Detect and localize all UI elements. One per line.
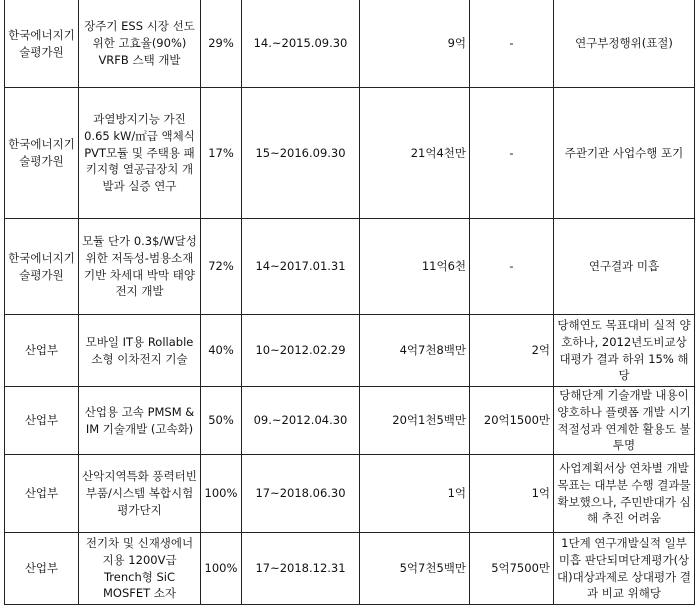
- reason-text: 당해단계 기술개발 내용이 양호하나 플랫폼 개발 시기 적절성과 연계한 활용도 불투명: [557, 388, 691, 453]
- period-text: 14~2017.01.31: [255, 259, 346, 274]
- recovery-cell: [470, 533, 554, 605]
- period-cell: [242, 533, 360, 605]
- org-text: 산업부: [24, 413, 59, 428]
- period-text: 17~2018.06.30: [255, 486, 346, 501]
- period-cell: [242, 455, 360, 533]
- recovery-text: 5억7500만: [491, 561, 550, 576]
- ratio-text: 40%: [208, 343, 234, 358]
- recovery-cell: [470, 315, 554, 387]
- recovery-cell: [470, 387, 554, 455]
- ratio-cell: [201, 219, 242, 315]
- title-text: 과열방지기능 가진 0.65 kW/㎡급 액체식 PVT모듈 및 주택용 패키지형 열공급장치 개발과 실증 연구: [84, 112, 195, 194]
- reason-text: 1단계 연구개발실적 일부 미흡 판단되며단계평가(상대)대상과제로 상대평가 결과 비교 위해당: [557, 536, 691, 601]
- org-cell: [5, 533, 79, 605]
- budget-text: 5억7천5백만: [399, 561, 466, 576]
- budget-cell: [360, 219, 470, 315]
- reason-text: 연구부정행위(표절): [575, 36, 673, 51]
- org-text: 한국에너지기술평가원: [8, 137, 75, 168]
- budget-cell: [360, 315, 470, 387]
- reason-cell: [554, 315, 695, 387]
- title-cell: [79, 315, 201, 387]
- period-cell: [242, 219, 360, 315]
- title-text: 모듈 단가 0.3$/W달성 위한 저독성-범용소재 기반 차세대 박막 태양전지 개발: [82, 233, 197, 299]
- reason-text: 당해연도 목표대비 실적 양호하나, 2012년도비교상대평가 결과 하위 15% 해당: [557, 317, 691, 383]
- reason-cell: [554, 387, 695, 455]
- ratio-cell: [201, 315, 242, 387]
- budget-cell: [360, 0, 470, 88]
- table-row: [5, 533, 695, 605]
- period-cell: [242, 88, 360, 219]
- recovery-text: 20억1500만: [483, 413, 550, 428]
- budget-text: 21억4천만: [410, 145, 466, 160]
- org-cell: [5, 219, 79, 315]
- table-row: [5, 219, 695, 315]
- ratio-cell: [201, 455, 242, 533]
- reason-cell: [554, 219, 695, 315]
- period-cell: [242, 315, 360, 387]
- recovery-cell: [470, 88, 554, 219]
- recovery-text: 1억: [531, 486, 550, 501]
- reason-text: 사업계획서상 연차별 개발목표는 대부분 수행 결과물 확보했으나, 주민반대가 심해 추진 어려움: [557, 461, 691, 526]
- budget-text: 4억7천8백만: [399, 343, 466, 358]
- ratio-cell: [201, 387, 242, 455]
- ratio-text: 50%: [208, 413, 234, 428]
- org-text: 산업부: [24, 561, 59, 576]
- reason-cell: [554, 88, 695, 219]
- recovery-text: -: [509, 259, 514, 274]
- period-text: 15~2016.09.30: [255, 145, 346, 160]
- budget-text: 11억6천: [421, 259, 466, 274]
- table-row: [5, 88, 695, 219]
- title-cell: [79, 455, 201, 533]
- title-cell: [79, 219, 201, 315]
- budget-text: 9억: [447, 36, 466, 51]
- title-text: 산업용 고속 PMSM & IM 기술개발 (고속화): [84, 404, 195, 436]
- project-table: [4, 0, 695, 605]
- org-text: 산업부: [24, 343, 59, 358]
- title-text: 산악지역특화 풍력터빈 부품/시스템 복합시험평가단지: [82, 469, 197, 518]
- period-text: 14.~2015.09.30: [253, 36, 348, 51]
- title-cell: [79, 533, 201, 605]
- ratio-text: 17%: [208, 145, 234, 160]
- ratio-text: 72%: [208, 259, 234, 274]
- org-cell: [5, 455, 79, 533]
- reason-cell: [554, 455, 695, 533]
- org-text: 산업부: [24, 486, 59, 501]
- budget-cell: [360, 455, 470, 533]
- ratio-cell: [201, 0, 242, 88]
- recovery-cell: [470, 219, 554, 315]
- table-row: [5, 0, 695, 88]
- recovery-text: -: [509, 36, 514, 51]
- period-text: 17~2018.12.31: [255, 561, 346, 576]
- table-row: [5, 315, 695, 387]
- org-text: 한국에너지기술평가원: [8, 27, 75, 59]
- recovery-cell: [470, 0, 554, 88]
- org-cell: [5, 315, 79, 387]
- period-text: 10~2012.02.29: [255, 343, 346, 358]
- period-cell: [242, 0, 360, 88]
- ratio-text: 100%: [204, 561, 238, 576]
- title-cell: [79, 0, 201, 88]
- budget-text: 20억1천5백만: [392, 413, 466, 428]
- org-text: 한국에너지기술평가원: [8, 250, 75, 282]
- title-cell: [79, 88, 201, 219]
- title-cell: [79, 387, 201, 455]
- budget-cell: [360, 387, 470, 455]
- budget-text: 1억: [447, 486, 466, 501]
- reason-text: 주관기관 사업수행 포기: [564, 145, 684, 160]
- period-cell: [242, 387, 360, 455]
- table-row: [5, 455, 695, 533]
- title-text: 전기차 및 신재생에너지용 1200V급 Trench형 SiC MOSFET 소자: [85, 536, 194, 601]
- org-cell: [5, 0, 79, 88]
- budget-cell: [360, 533, 470, 605]
- title-text: 장주기 ESS 시장 선도 위한 고효율(90%) VRFB 스택 개발: [84, 19, 195, 67]
- org-cell: [5, 88, 79, 219]
- recovery-text: -: [509, 145, 514, 160]
- ratio-cell: [201, 88, 242, 219]
- ratio-text: 29%: [208, 36, 234, 51]
- period-text: 09.~2012.04.30: [253, 413, 348, 428]
- org-cell: [5, 387, 79, 455]
- recovery-cell: [470, 455, 554, 533]
- ratio-text: 100%: [204, 486, 238, 501]
- budget-cell: [360, 88, 470, 219]
- reason-text: 연구결과 미흡: [588, 259, 660, 274]
- reason-cell: [554, 533, 695, 605]
- title-text: 모바일 IT용 Rollable 소형 이차전지 기술: [85, 334, 194, 366]
- table-row: [5, 387, 695, 455]
- ratio-cell: [201, 533, 242, 605]
- recovery-text: 2억: [531, 343, 550, 358]
- reason-cell: [554, 0, 695, 88]
